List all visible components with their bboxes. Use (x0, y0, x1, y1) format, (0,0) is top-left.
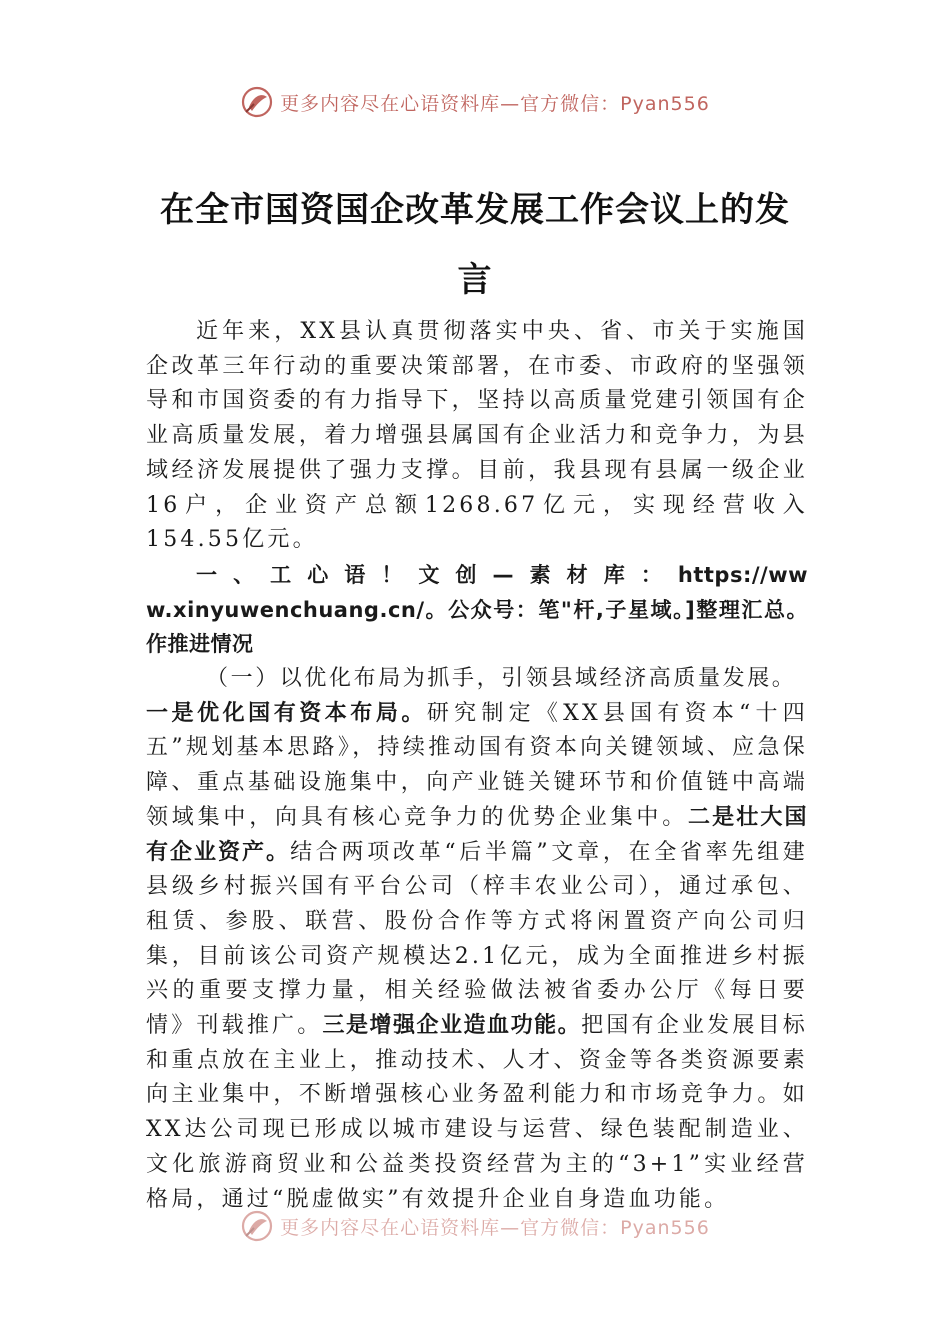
document-title-line-2: 言 (457, 260, 493, 300)
point-3-text: 把国有企业发展目标和重点放在主业上，推动技术、人才、资金等各类资源要素向主业集中，不断增强核心业务盈利能力和市场竞争力。如XX达公司现已形成以城市建设与运营、绿色装配制造业、文化旅游商贸业和公益类投资经营为主的“3+1”实业经营格局，通过“脱虚做实”有效提升企业自身造血功能。 (146, 1013, 808, 1212)
sub-heading: （一）以优化布局为抓手，引领县域经济高质量发展。 (206, 666, 797, 692)
section-heading (146, 558, 808, 662)
intro-paragraph: 近年来，XX县认真贯彻落实中央、省、市关于实施国企改革三年行动的重要决策部署，在市委、市政府的坚强领导和市国资委的有力指导下，坚持以高质量党建引领国有企业高质量发展，着力增强县属国有企业活力和竞争力，为县域经济发展提供了强力支撑。目前，我县现有县属一级企业16户，企业资产总额1268.67亿元，实现经营收入154.55亿元。 (146, 319, 808, 553)
point-1-text: 研究制定《XX县国有资本“十四五”规划基本思路》，持续推动国有资本向关键领域、应急保障、重点基础设施集中，向产业链关键环节和价值链中高端领域集中，向具有核心竞争力的优势企业集中。 (146, 700, 808, 830)
point-1-heading: 一是优化国有资本布局。 (146, 700, 427, 726)
footer-watermark (0, 1206, 950, 1246)
document-body (146, 315, 808, 1217)
watermark-text: 更多内容尽在心语资料库—官方微信：Pyan556 (280, 92, 710, 115)
point-2-text: 结合两项改革“后半篇”文章，在全省率先组建县级乡村振兴国有平台公司（梓丰农业公司），通过承包、租赁、参股、联营、股份合作等方式将闲置资产向公司归集，目前该公司资产规模达2.1亿元，成为全面推进乡村振兴的重要支撑力量，相关经验做法被省委办公厅《每日要情》刊载推广。 (146, 839, 808, 1039)
document-title-line-1: 在全市国资国企改革发展工作会议上的发 (160, 190, 790, 230)
point-3-heading: 三是增强企业造血功能。 (322, 1013, 582, 1039)
header-watermark (0, 82, 950, 122)
measures-paragraph (146, 697, 808, 1218)
section-heading-part-a: 一、工心语！文创—素材库： (196, 562, 678, 587)
watermark-text: 更多内容尽在心语资料库—官方微信：Pyan556 (280, 1216, 710, 1239)
brand-logo-icon (240, 85, 274, 119)
point-2-heading: 二是壮大国有企业资产。 (146, 804, 808, 865)
section-heading-part-b: https://www.xinyuwenchuang.cn/。公众号：笔"杆,子星域。]整理汇总。作推进情况 (146, 562, 808, 657)
brand-logo-icon (240, 1209, 274, 1243)
